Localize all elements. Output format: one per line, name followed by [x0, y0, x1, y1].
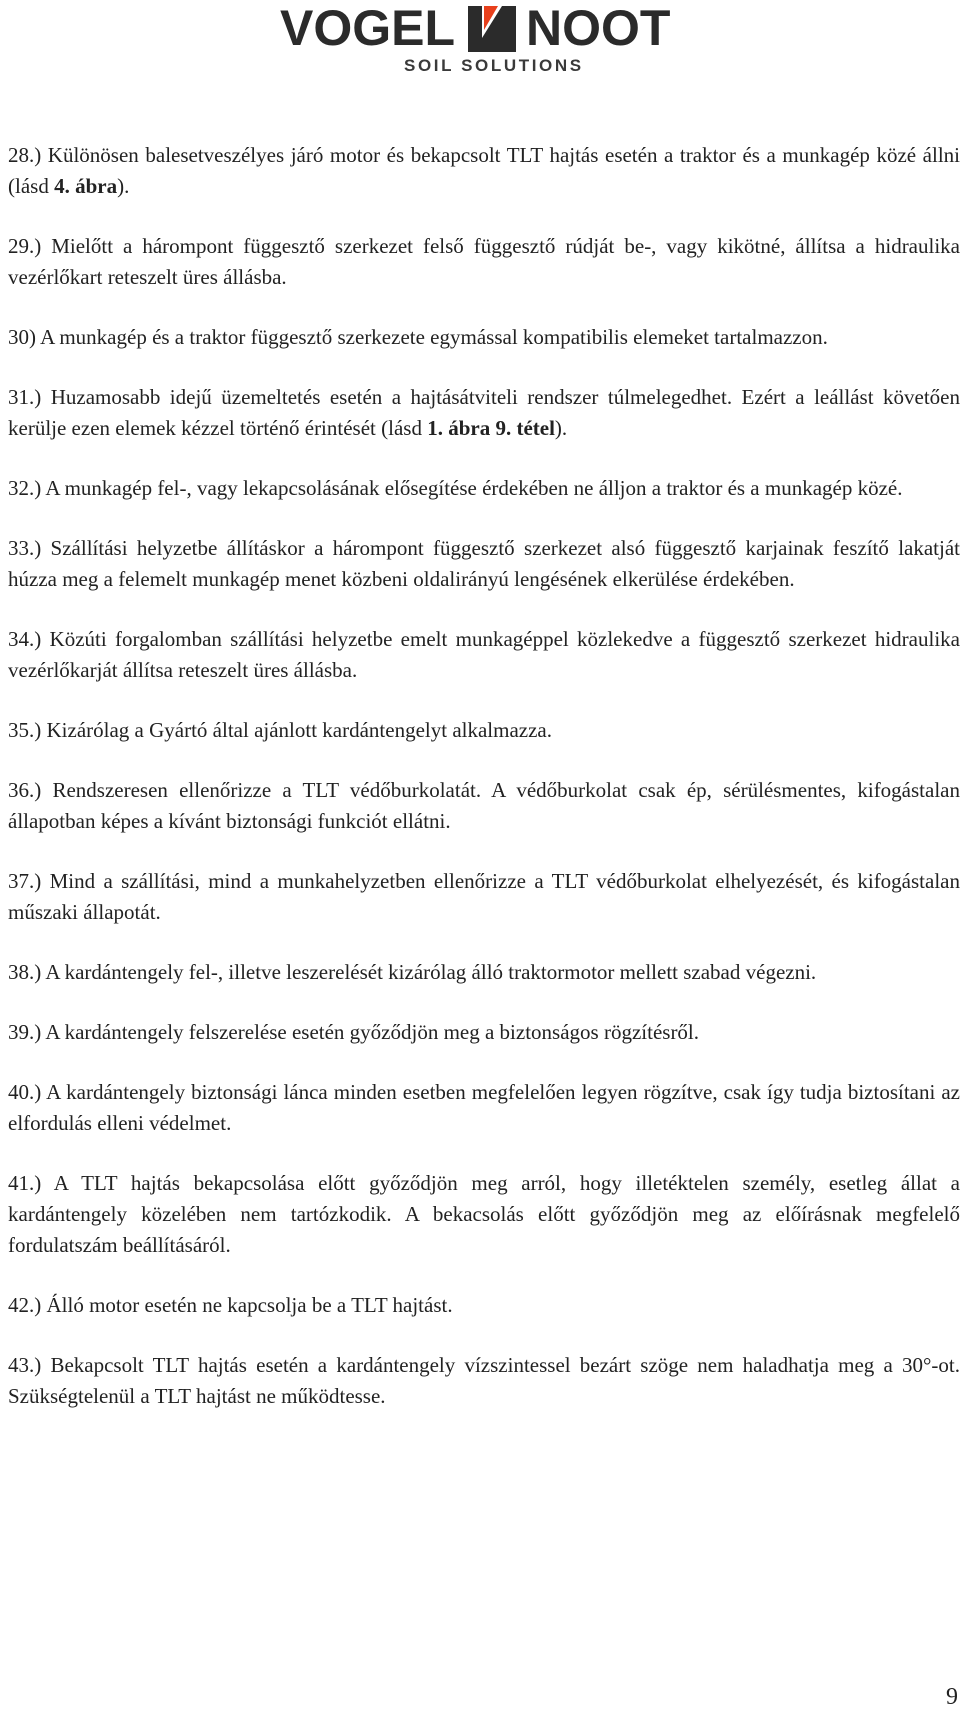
- paragraph-text: 39.) A kardántengely felszerelése esetén győződjön meg a biztonságos rögzítésről.: [8, 1020, 700, 1044]
- document-body: [8, 140, 960, 1441]
- paragraph-42: [8, 1290, 960, 1321]
- paragraph-text: 28.) Különösen balesetveszélyes járó motor és bekapcsolt TLT hajtás esetén a traktor és a munkagép közé állni (lásd: [8, 143, 960, 198]
- paragraph-41: [8, 1168, 960, 1261]
- paragraph-text: ).: [117, 174, 130, 198]
- paragraph-28: [8, 140, 960, 202]
- paragraph-text: 33.) Szállítási helyzetbe állításkor a hárompont függesztő szerkezet alsó függesztő karjainak feszítő lakatját húzza meg a felemelt munkagép menet közbeni oldalirányú lengésének elkerülése érdekében.: [8, 536, 960, 591]
- paragraph-text: ).: [554, 416, 568, 440]
- logo-subtitle: SOIL SOLUTIONS: [404, 56, 584, 75]
- paragraph-31: [8, 382, 960, 444]
- logo-mark-icon: [468, 6, 516, 52]
- paragraph-text: 37.) Mind a szállítási, mind a munkahelyzetben ellenőrizze a TLT védőburkolat elhelyezését, és kifogástalan műszaki állapotát.: [8, 869, 960, 924]
- paragraph-39: [8, 1017, 960, 1048]
- bold-reference: 4. ábra: [54, 174, 118, 198]
- paragraph-38: [8, 957, 960, 988]
- paragraph-34: [8, 624, 960, 686]
- logo-word-noot: NOOT: [526, 0, 671, 56]
- bold-reference: 1. ábra 9. tétel: [427, 416, 555, 440]
- paragraph-29: [8, 231, 960, 293]
- paragraph-text: 40.) A kardántengely biztonsági lánca minden esetben megfelelően legyen rögzítve, csak így tudja biztosítani az elfordulás elleni védelmet.: [8, 1080, 960, 1135]
- company-logo: [280, 0, 700, 80]
- paragraph-text: 41.) A TLT hajtás bekapcsolása előtt győződjön meg arról, hogy illetéktelen személy, esetleg állat a kardántengely közelében nem tartózkodik. A bekacsolás előtt győződjön meg az előírásnak megfelelő fordulatszám beállításáról.: [8, 1171, 960, 1257]
- paragraph-text: 43.) Bekapcsolt TLT hajtás esetén a kardántengely vízszintessel bezárt szöge nem haladhatja meg a 30°-ot. Szükségtelenül a TLT hajtást ne működtesse.: [8, 1353, 960, 1408]
- paragraph-text: 34.) Közúti forgalomban szállítási helyzetbe emelt munkagéppel közlekedve a függesztő szerkezet hidraulika vezérlőkarját állítsa reteszelt üres állásba.: [8, 627, 960, 682]
- paragraph-text: 32.) A munkagép fel-, vagy lekapcsolásának elősegítése érdekében ne álljon a traktor és a munkagép közé.: [8, 476, 903, 500]
- paragraph-text: 31.) Huzamosabb idejű üzemeltetés esetén a hajtásátviteli rendszer túlmelegedhet. Ezért a leállást követően kerülje ezen elemek kézzel történő érintését (lásd: [8, 385, 960, 440]
- paragraph-text: 30) A munkagép és a traktor függesztő szerkezete egymással kompatibilis elemeket tartalmazzon.: [8, 325, 828, 349]
- paragraph-35: [8, 715, 960, 746]
- paragraph-text: 29.) Mielőtt a hárompont függesztő szerkezet felső függesztő rúdját be-, vagy kikötné, állítsa a hidraulika vezérlőkart reteszelt üres állásba.: [8, 234, 960, 289]
- paragraph-text: 35.) Kizárólag a Gyártó által ajánlott kardántengelyt alkalmazza.: [8, 718, 553, 742]
- paragraph-40: [8, 1077, 960, 1139]
- paragraph-text: 36.) Rendszeresen ellenőrizze a TLT védőburkolatát. A védőburkolat csak ép, sérülésmentes, kifogástalan állapotban képes a kívánt biztonsági funkciót ellátni.: [8, 778, 960, 833]
- logo-word-vogel: VOGEL: [280, 0, 456, 56]
- paragraph-33: [8, 533, 960, 595]
- page-number: 9: [946, 1684, 958, 1710]
- logo-wordmark: [280, 0, 700, 56]
- paragraph-30: [8, 322, 960, 353]
- paragraph-text: 38.) A kardántengely fel-, illetve leszerelését kizárólag álló traktormotor mellett szabad végezni.: [8, 960, 817, 984]
- paragraph-36: [8, 775, 960, 837]
- paragraph-37: [8, 866, 960, 928]
- paragraph-43: [8, 1350, 960, 1412]
- paragraph-32: [8, 473, 960, 504]
- paragraph-text: 42.) Álló motor esetén ne kapcsolja be a TLT hajtást.: [8, 1293, 453, 1317]
